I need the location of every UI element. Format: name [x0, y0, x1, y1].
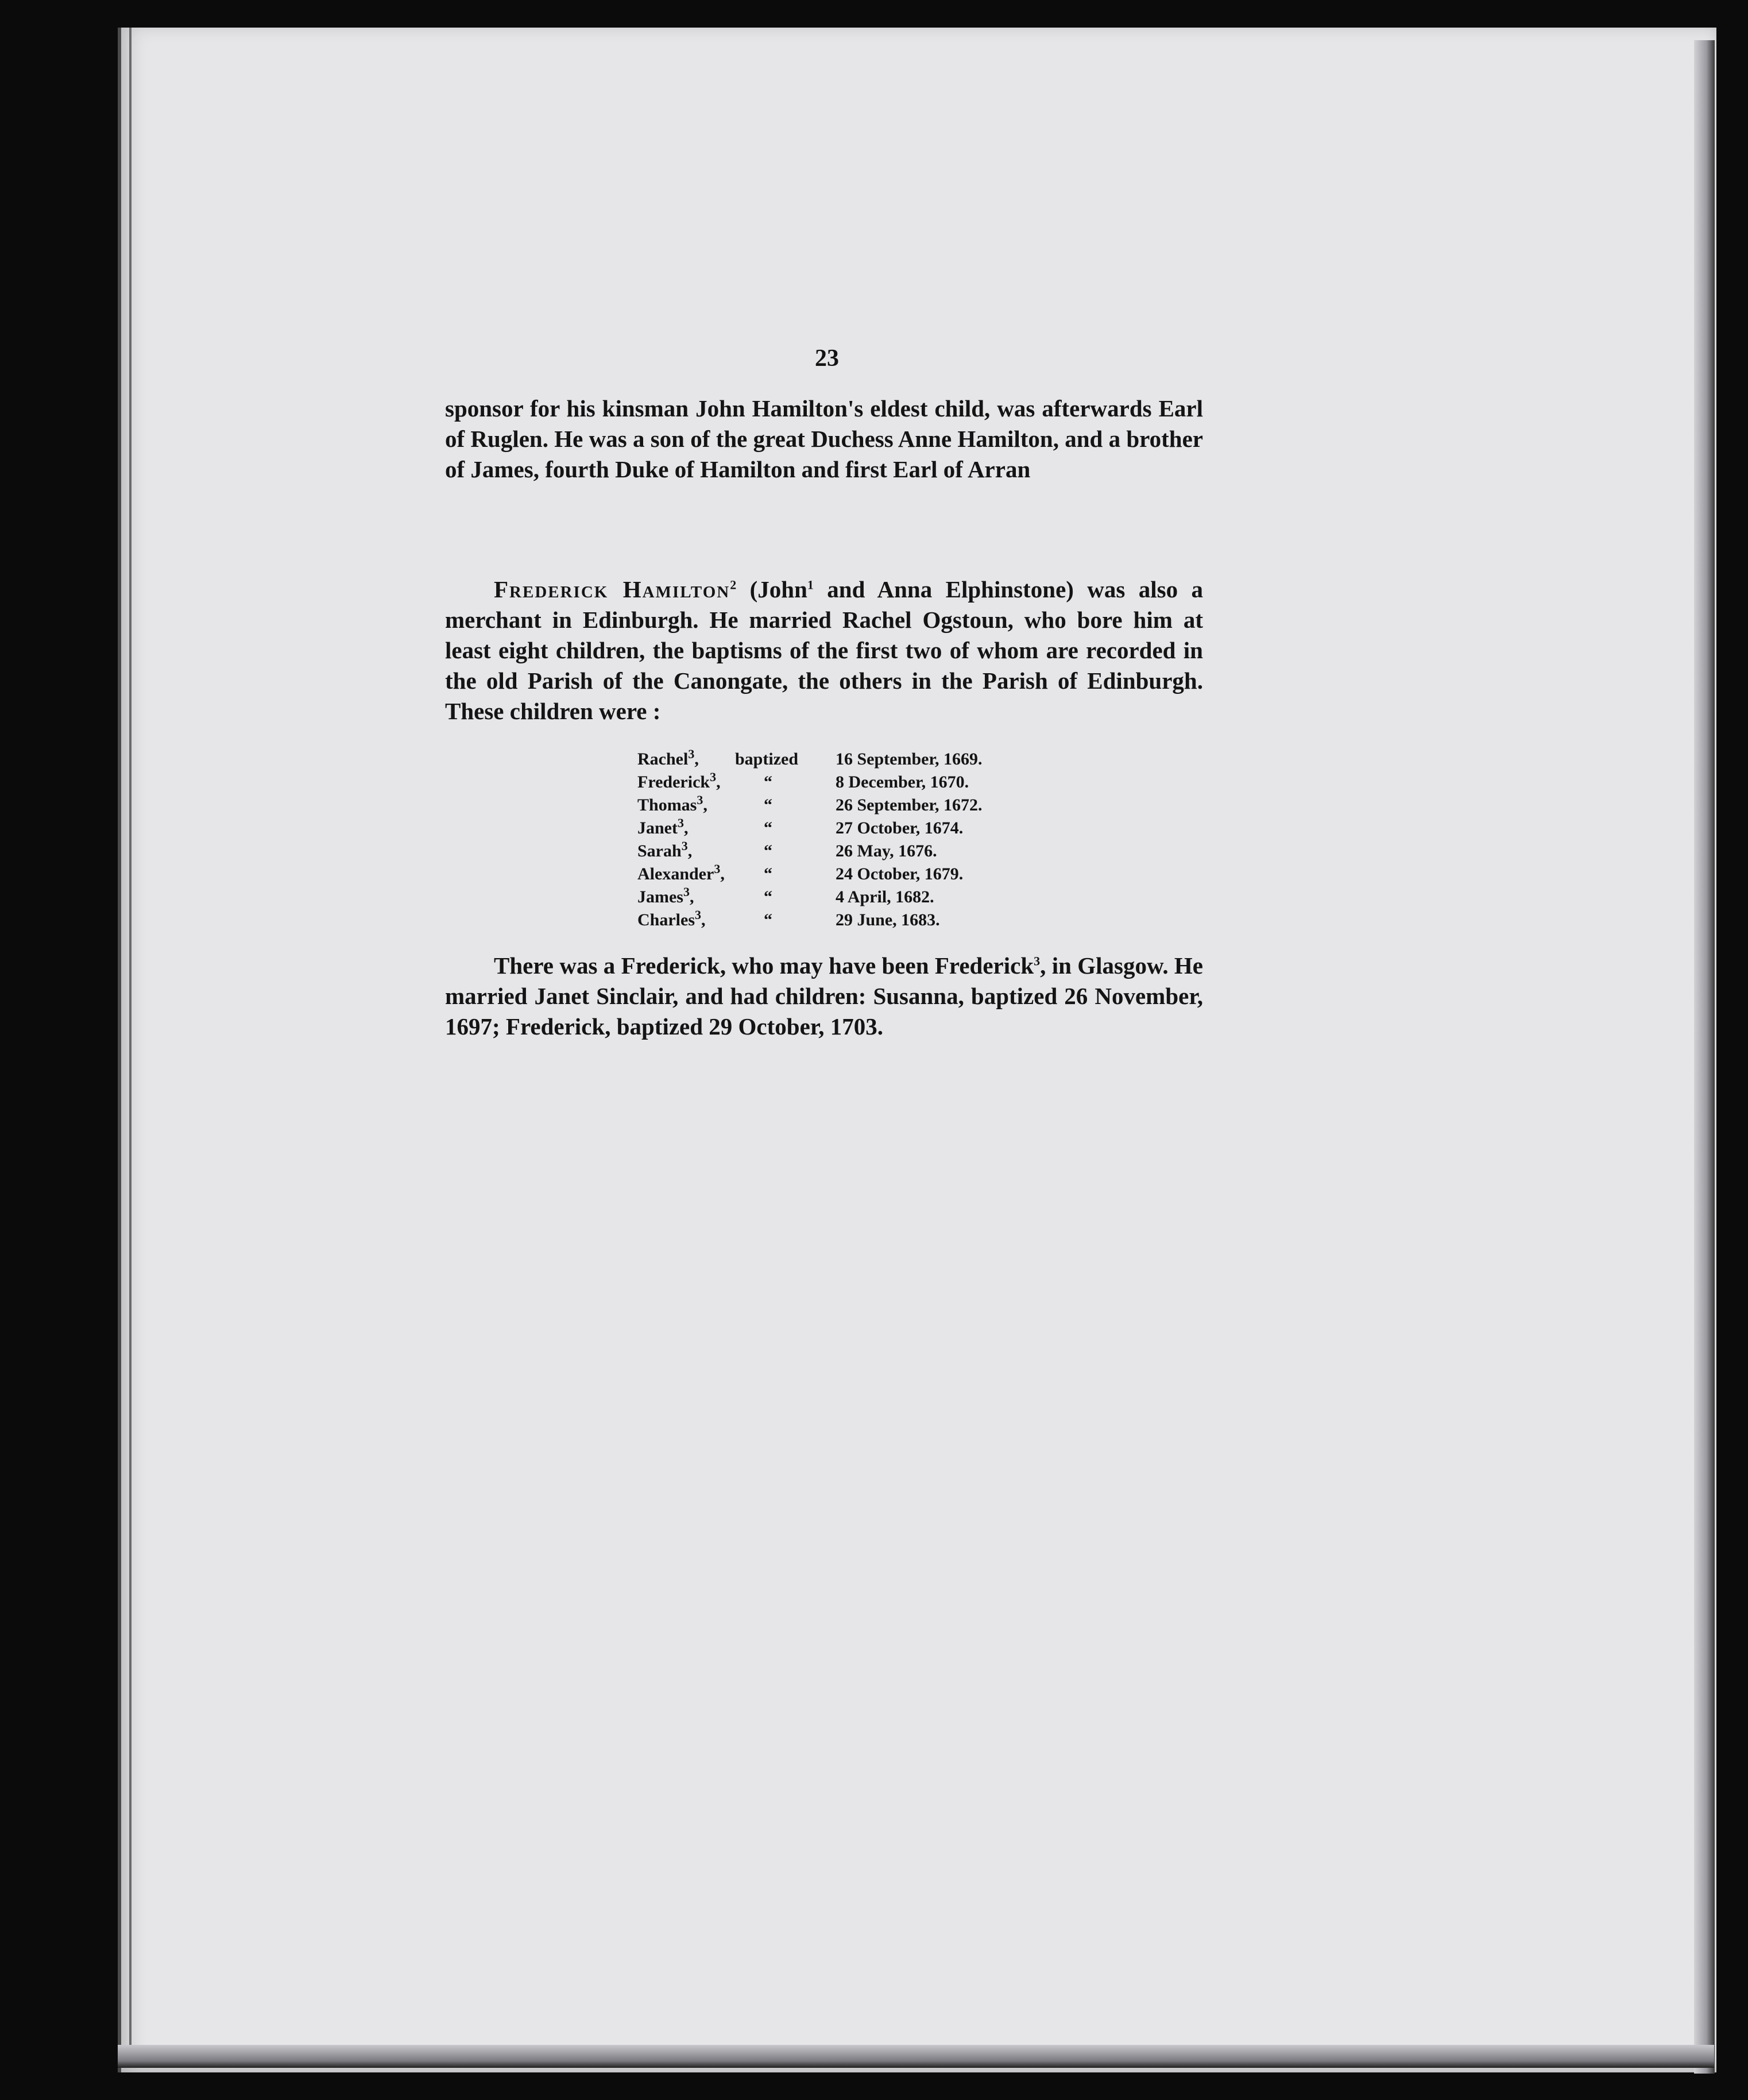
paragraph-text: and Anna Elphinstone) was also a merchant in Edinburgh. He married Rachel Ogstoun, who bore him at least eight children, the baptisms of the first two of whom are recorded in the old Parish of the Canongate, the others in the Parish of Edinburgh. These children were :	[445, 576, 1203, 724]
child-baptism-date: 27 October, 1674.	[836, 819, 964, 837]
page-edge-right	[1694, 40, 1715, 2074]
child-relation: “	[764, 819, 772, 837]
child-baptism-date: 26 May, 1676.	[836, 841, 937, 860]
child-relation: “	[764, 773, 772, 792]
child-name-cell	[637, 793, 735, 819]
child-name-cell	[637, 864, 735, 887]
name-suffix: ,	[716, 773, 721, 792]
child-relation: “	[764, 841, 772, 860]
child-name: Rachel	[637, 750, 689, 769]
page-number: 23	[815, 345, 839, 372]
child-row	[637, 887, 1042, 910]
generation-superscript: 3	[714, 862, 721, 876]
child-name-cell	[637, 887, 735, 910]
paragraph-sponsor: sponsor for his kinsman John Hamilton's eldest child, was afterwards Earl of Ruglen. He was a son of the great Duchess Anne Hamilton, and a brother of James, fourth Duke of Hamilton and first Earl of Arran	[445, 395, 1203, 482]
paragraph-frederick-hamilton	[445, 574, 1203, 727]
name-suffix: ,	[703, 796, 707, 814]
child-row	[637, 819, 1042, 841]
generation-superscript: 3	[1034, 954, 1041, 968]
generation-superscript: 3	[710, 770, 717, 784]
children-baptism-list	[637, 747, 1042, 933]
paragraph-text: (John	[736, 576, 807, 603]
book-page	[118, 28, 1716, 2072]
generation-superscript: 3	[688, 747, 695, 761]
name-suffix: ,	[701, 910, 706, 929]
child-baptism-date: 8 December, 1670.	[836, 773, 969, 792]
generation-superscript: 3	[678, 816, 684, 830]
child-baptism-date: 26 September, 1672.	[836, 796, 983, 814]
name-suffix: ,	[689, 887, 694, 906]
child-name-cell	[637, 841, 735, 864]
child-name: Janet	[637, 819, 678, 837]
child-baptism-date: 29 June, 1683.	[836, 910, 940, 929]
child-baptism-date: 24 October, 1679.	[836, 864, 964, 883]
generation-superscript: 3	[695, 908, 701, 922]
page-edge-bottom	[118, 2045, 1714, 2068]
generation-superscript: 1	[807, 577, 814, 592]
child-row	[637, 841, 1042, 864]
child-relation: “	[764, 864, 772, 883]
child-name-cell	[637, 910, 735, 933]
page-gutter	[129, 28, 132, 2061]
generation-superscript: 3	[681, 839, 688, 853]
paragraph-glasgow-frederick	[445, 951, 1203, 1042]
child-row	[637, 910, 1042, 933]
child-name: Sarah	[637, 841, 682, 860]
name-suffix: ,	[694, 750, 699, 769]
child-name: James	[637, 887, 683, 906]
name-suffix: ,	[684, 819, 689, 837]
child-name: Frederick	[637, 773, 710, 792]
generation-superscript: 3	[683, 885, 690, 899]
generation-superscript: 2	[730, 577, 737, 592]
child-name-cell	[637, 770, 735, 796]
name-suffix: ,	[720, 864, 725, 883]
person-name: Frederick Hamilton	[494, 576, 730, 603]
child-relation: “	[764, 887, 772, 906]
name-suffix: ,	[687, 841, 693, 860]
child-baptism-date: 16 September, 1669.	[836, 750, 983, 769]
child-row	[637, 864, 1042, 887]
child-relation: “	[764, 796, 772, 814]
child-name-cell	[637, 816, 735, 841]
child-row	[637, 773, 1042, 796]
child-name: Thomas	[637, 796, 697, 814]
paragraph-text: There was a Frederick, who may have been Frederick	[494, 952, 1034, 979]
child-relation: “	[764, 910, 772, 929]
child-baptism-date: 4 April, 1682.	[836, 887, 934, 906]
child-row	[637, 750, 1042, 773]
child-name-cell	[637, 747, 735, 773]
child-row	[637, 796, 1042, 819]
child-name: Alexander	[637, 864, 714, 883]
generation-superscript: 3	[697, 793, 703, 807]
child-name: Charles	[637, 910, 695, 929]
child-relation: baptized	[735, 750, 799, 769]
paragraph-text: , in Glasgow. He married Janet Sinclair, and had children: Susanna, baptized 26 November, 1697; Frederick, baptized 29 October, 1703.	[445, 952, 1203, 1040]
